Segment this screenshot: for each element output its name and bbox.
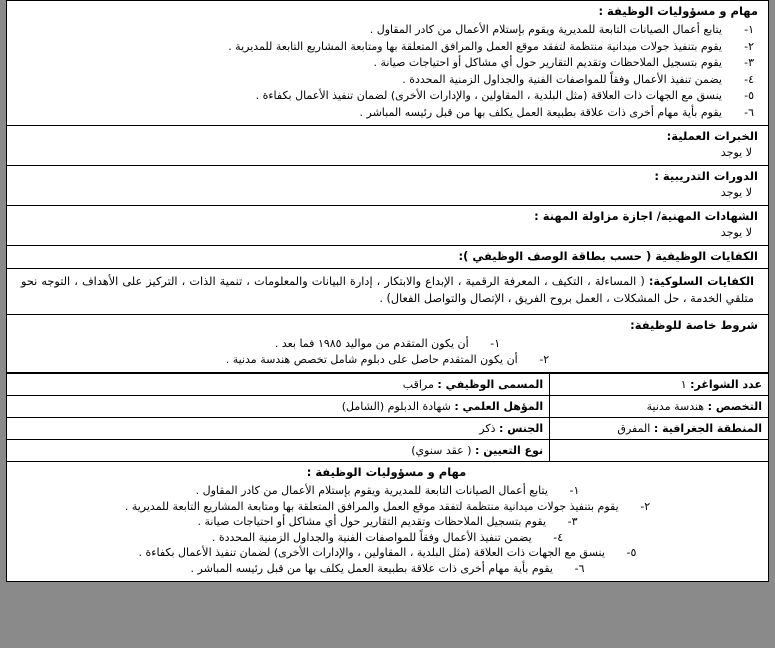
qualification-label: المؤهل العلمي : [454,400,544,413]
certificates-section [6,206,769,246]
list-item [13,514,762,530]
vacancies-label: عدد الشواغر: [690,378,762,391]
list-item-text: أن يكون المتقدم حاصل على دبلوم شامل تخصص هندسة مدنية . [225,352,518,366]
vacancies-value: ١ [680,378,687,391]
experience-title: الخبرات العملية: [666,129,758,143]
list-item-text: يتابع أعمال الصيانات التابعة للمديرية ويقوم بإستلام الأعمال من كادر المقاول . [369,23,722,36]
vacancies-cell [550,374,769,396]
list-item-number: ٥- [744,89,754,102]
list-item-text: يقوم بتسجيل الملاحظات وتقديم التقارير حول أي مشاكل أو احتياجات صيانة . [197,515,547,528]
list-item-number: ٣- [744,56,754,69]
list-item [13,352,762,368]
document-sheet [6,0,769,582]
list-item-number: ٢- [640,499,651,513]
job-title-label: المسمى الوظيفي : [437,378,544,391]
experience-section [6,126,769,166]
list-item-text: ينسق مع الجهات ذات العلاقة (مثل البلدية ، المقاولين ، والإدارات الأخرى) لضمان تنفيذ الأعمال بكفاءة . [138,546,605,559]
list-item-number: ٦- [744,105,754,119]
list-item [13,483,762,499]
duties-bottom-title: مهام و مسؤوليات الوظيفة : [306,465,467,479]
courses-section [6,166,769,206]
list-item-number: ١- [490,337,501,350]
list-item-text: ينسق مع الجهات ذات العلاقة (مثل البلدية ، المقاولين ، والإدارات الأخرى) لضمان تنفيذ الأعمال بكفاءة . [255,89,722,102]
list-item-number: ٤- [553,530,564,544]
list-item [13,530,762,546]
list-item-number: ٦- [574,561,585,575]
job-title-value: مراقب [402,378,434,391]
specialization-value: هندسة مدنية [646,400,705,413]
list-item-number: ٥- [626,546,637,559]
competencies-section [6,246,769,269]
list-item-text: يضمن تنفيذ الأعمال وفقاً للمواصفات الفنية والجداول الزمنية المحددة . [211,530,532,544]
special-conditions-section [6,315,769,373]
list-item [13,336,762,352]
list-item [13,561,762,577]
duties-top-section [6,0,769,126]
region-cell [550,418,769,440]
duties-top-title: مهام و مسؤوليات الوظيفة : [598,4,758,18]
qualification-value: شهادة الدبلوم (الشامل) [341,400,451,413]
empty-cell [550,440,769,462]
specialization-cell [550,396,769,418]
list-item-number: ٣- [567,515,578,528]
certificates-title: الشهادات المهنية/ اجازة مزاولة المهنة : [534,209,758,223]
list-item-text: يتابع أعمال الصيانات التابعة للمديرية ويقوم بإستلام الأعمال من كادر المقاول . [195,484,548,497]
list-item [13,499,762,515]
list-item [13,105,762,121]
specialization-label: التخصص : [707,400,762,413]
list-item-text: يقوم بأية مهام أخرى ذات علاقة بطبيعة العمل يكلف بها من قبل رئيسه المباشر . [359,105,722,119]
list-item-text: أن يكون المتقدم من مواليد ١٩٨٥ فما بعد . [274,337,469,350]
list-item [13,88,762,104]
list-item [13,22,762,38]
gender-cell [7,418,550,440]
list-item-text: يقوم بأية مهام أخرى ذات علاقة بطبيعة العمل يكلف بها من قبل رئيسه المباشر . [190,561,553,575]
table-row [7,374,769,396]
special-conditions-title: شروط خاصة للوظيفة: [630,318,758,332]
job-title-cell [7,374,550,396]
list-item-text: يقوم بتنفيذ جولات ميدانية منتظمة لتفقد موقع العمل والمرافق المتعلقة بها ومتابعة المشاريع التابعة للمديرية . [228,39,722,53]
qualification-cell [7,396,550,418]
list-item-number: ١- [569,484,580,497]
region-label: المنطقة الجغرافية : [653,422,762,435]
behavioral-competencies-section [6,269,769,315]
gender-value: ذكر [479,422,496,435]
courses-value: لا يوجد [720,186,752,199]
list-item [13,39,762,55]
behavioral-competencies-label: الكفايات السلوكية: [648,275,754,288]
list-item-text: يضمن تنفيذ الأعمال وفقاً للمواصفات الفنية والجداول الزمنية المحددة . [402,72,722,86]
gender-label: الجنس : [499,422,544,435]
list-item [13,545,762,561]
list-item-number: ٢- [744,39,754,53]
appointment-type-cell [7,440,550,462]
table-row [7,418,769,440]
list-item [13,55,762,71]
job-info-table [6,373,769,462]
list-item-number: ٤- [744,72,754,86]
behavioral-competencies-text: ( المساءلة ، التكيف ، المعرفة الرقمية ، الإبداع والابتكار ، إدارة البيانات والمعلومات ، تنمية الذات ، التركيز على الأهداف ، التوجه نحو متلقي الخدمة ، حل المشكلات ، العمل بروح الفريق ، الإتصال والتواصل الفعال) . [21,275,754,305]
table-row [7,396,769,418]
table-row [7,440,769,462]
competencies-title: الكفايات الوظيفية ( حسب بطاقة الوصف الوظيفي ): [458,249,758,263]
certificates-value: لا يوجد [720,226,752,239]
list-item-number: ٢- [539,352,550,366]
duties-bottom-list [13,483,762,576]
appointment-type-label: نوع التعيين : [475,444,544,457]
list-item [13,72,762,88]
duties-top-list [13,22,762,120]
special-conditions-list [13,336,762,367]
courses-title: الدورات التدريبية : [654,169,758,183]
list-item-number: ١- [744,23,754,36]
region-value: المفرق [617,422,651,435]
duties-bottom-section [6,462,769,582]
appointment-type-value: ( عقد سنوي) [411,444,472,457]
experience-value: لا يوجد [720,146,752,159]
list-item-text: يقوم بتنفيذ جولات ميدانية منتظمة لتفقد موقع العمل والمرافق المتعلقة بها ومتابعة المشاريع التابعة للمديرية . [124,499,619,513]
list-item-text: يقوم بتسجيل الملاحظات وتقديم التقارير حول أي مشاكل أو احتياجات صيانة . [373,56,722,69]
behavioral-competencies-paragraph [13,271,762,311]
